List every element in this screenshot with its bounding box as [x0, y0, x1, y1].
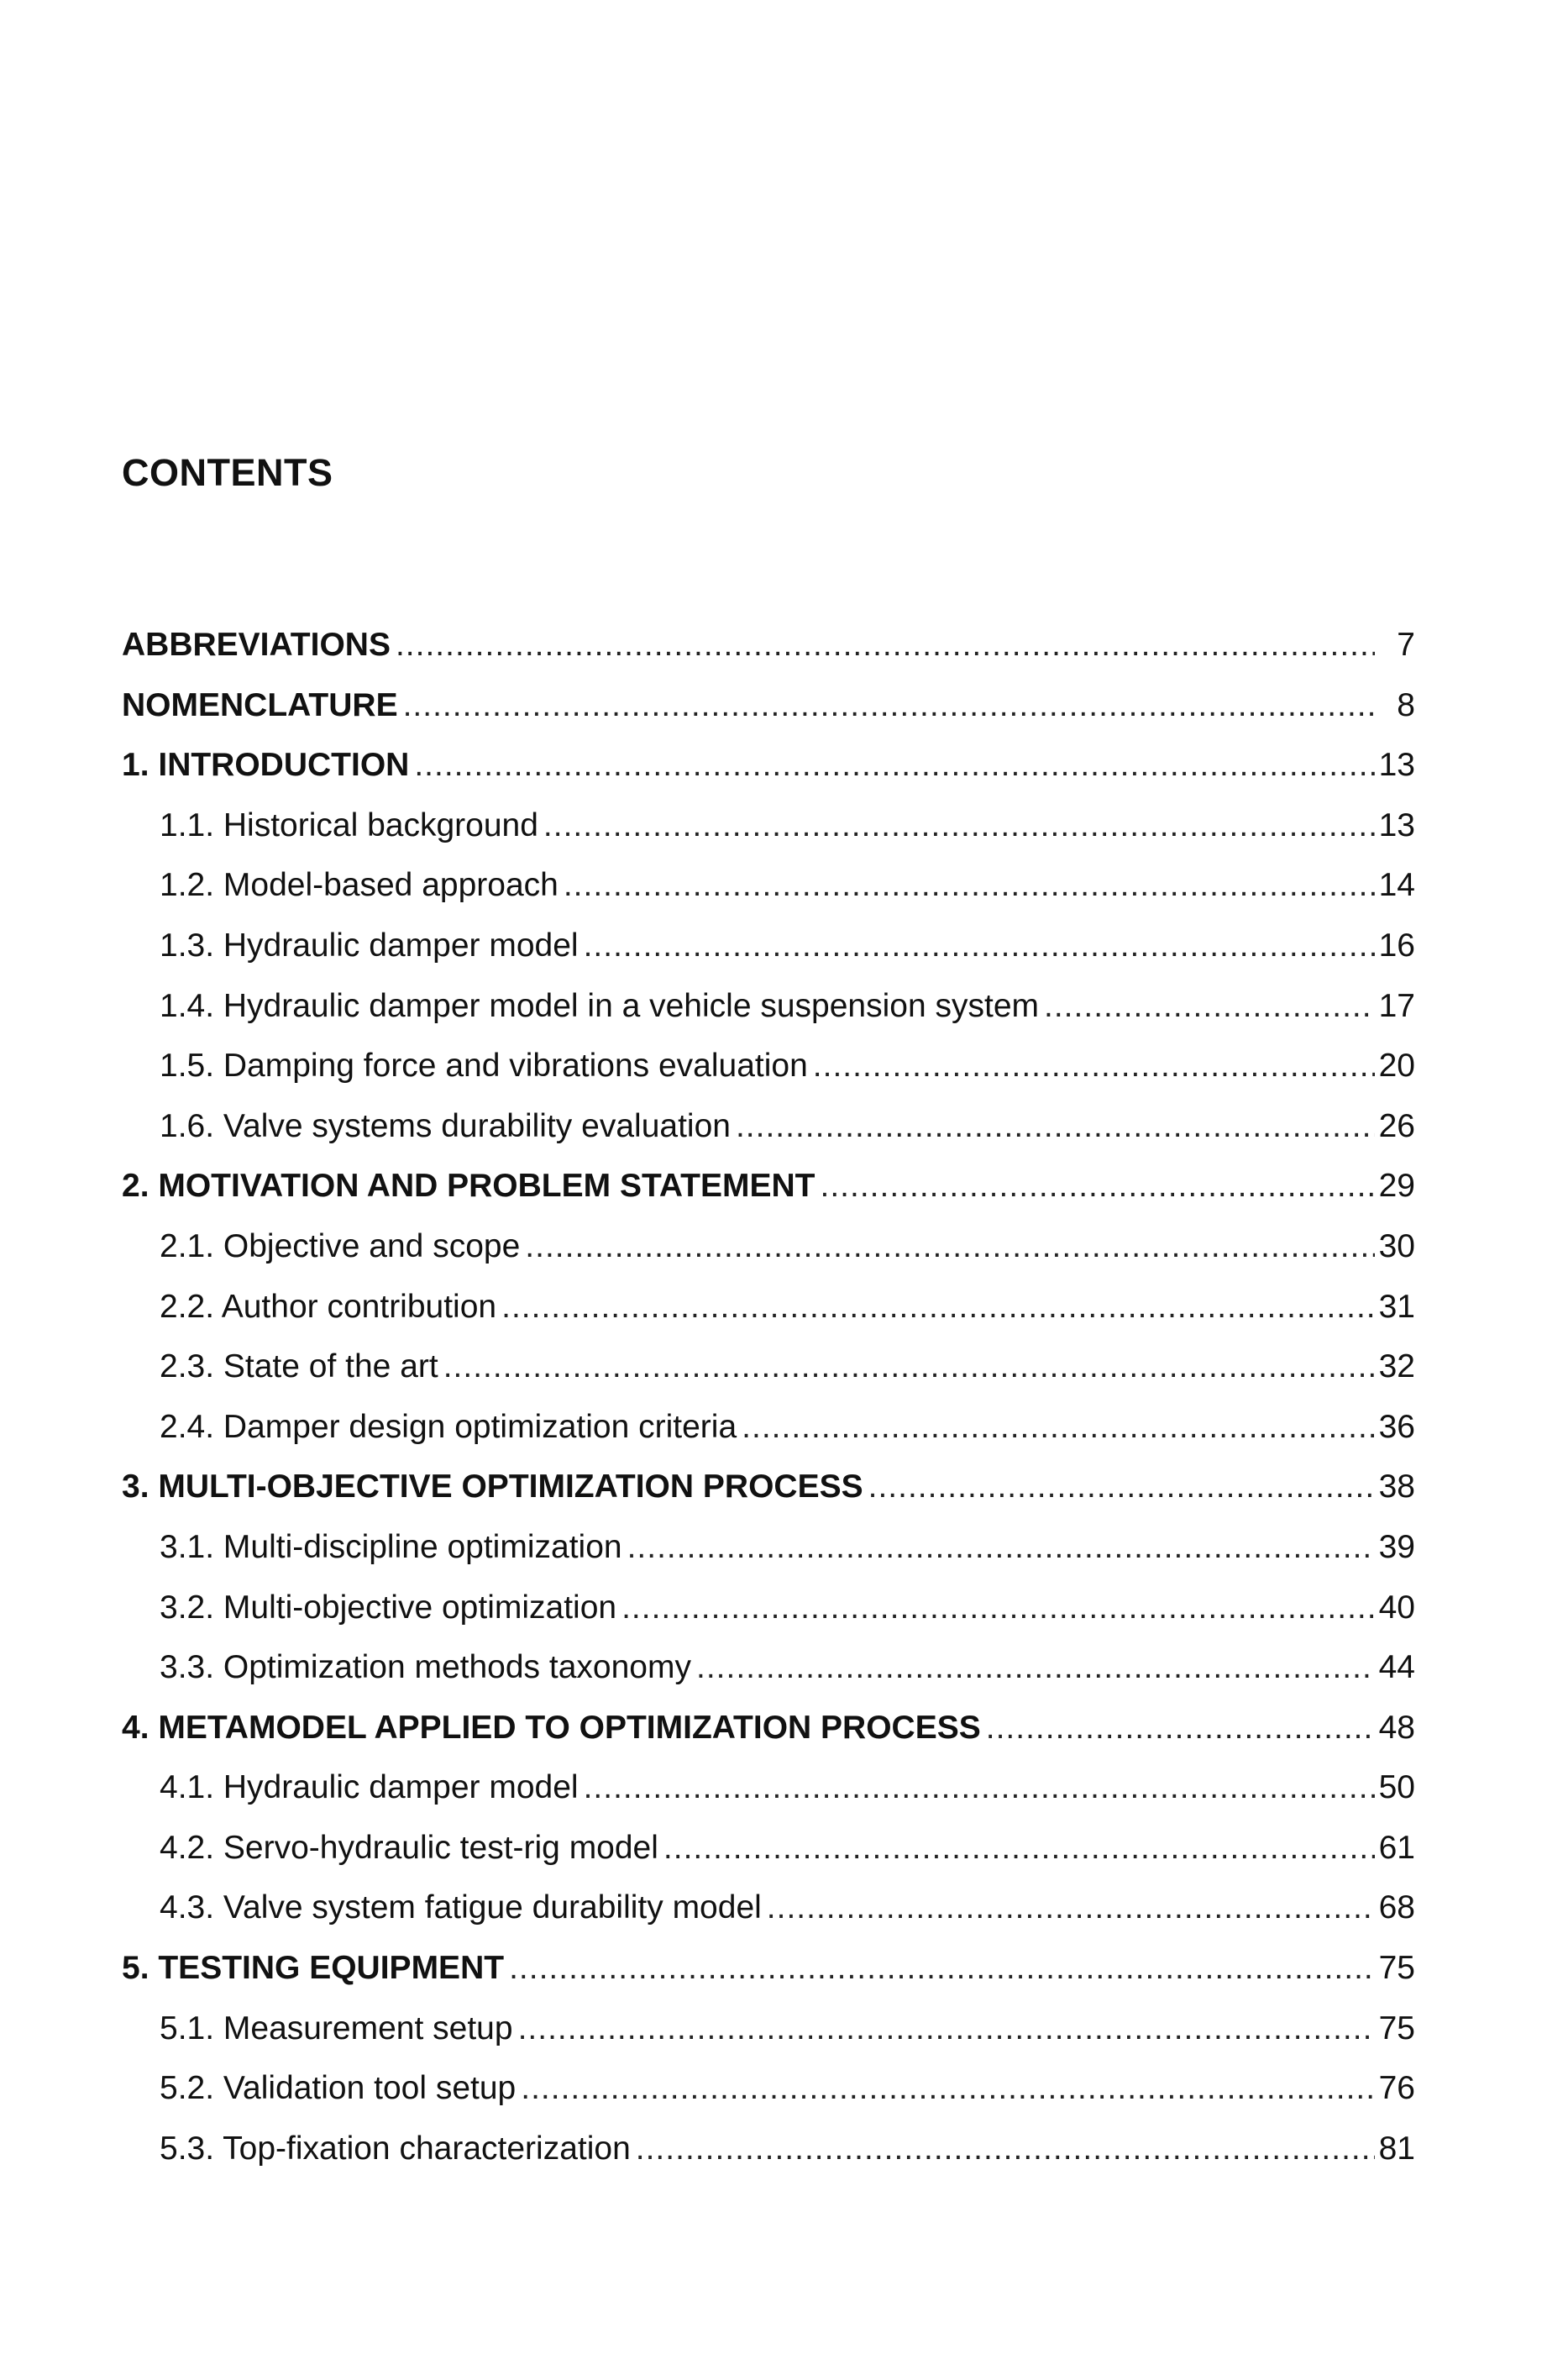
toc-entry-title: 3. MULTI-OBJECTIVE OPTIMIZATION PROCESS [122, 1468, 863, 1505]
toc-entry-page: 36 [1378, 1408, 1415, 1445]
toc-entry-page: 38 [1378, 1468, 1415, 1505]
toc-dot-leader [501, 1290, 1375, 1323]
page-title: CONTENTS [122, 451, 333, 494]
toc-entry [122, 1651, 1415, 1711]
toc-entry [122, 686, 1415, 749]
toc-entry [122, 1227, 1415, 1290]
toc-dot-leader [414, 749, 1375, 781]
toc-entry-page: 26 [1378, 1107, 1415, 1144]
toc-dot-leader [521, 2072, 1375, 2104]
toc-entry-title: 2.1. Objective and scope [160, 1227, 521, 1264]
toc-entry-title: 4. METAMODEL APPLIED TO OPTIMIZATION PROCESS [122, 1709, 981, 1746]
toc-dot-leader [986, 1711, 1375, 1744]
toc-entry-page: 39 [1378, 1528, 1415, 1565]
toc-entry-title: 4.3. Valve system fatigue durability model [160, 1889, 762, 1926]
toc-dot-leader [820, 1169, 1375, 1202]
toc-dot-leader [627, 1531, 1375, 1563]
toc-entry-page: 13 [1378, 747, 1415, 784]
toc-entry [122, 1107, 1415, 1170]
toc-dot-leader [663, 1831, 1375, 1864]
toc-dot-leader [543, 809, 1375, 842]
toc-dot-leader [621, 1591, 1375, 1624]
toc-dot-leader [813, 1049, 1375, 1082]
toc-dot-leader [403, 689, 1375, 722]
toc-entry-title: 2.4. Damper design optimization criteria [160, 1408, 737, 1445]
toc-entry-page: 20 [1378, 1048, 1415, 1085]
toc-dot-leader [696, 1651, 1375, 1684]
toc-entry-page: 40 [1378, 1589, 1415, 1626]
toc-entry-title: 1.6. Valve systems durability evaluation [160, 1107, 731, 1144]
toc-entry-title: 5.3. Top-fixation characterization [160, 2130, 631, 2167]
toc-entry [122, 1831, 1415, 1892]
toc-dot-leader [443, 1350, 1375, 1383]
toc-dot-leader [584, 1771, 1375, 1804]
toc-entry-page: 44 [1378, 1649, 1415, 1686]
toc-entry [122, 1470, 1415, 1531]
toc-entry-page: 50 [1378, 1769, 1415, 1806]
toc-dot-leader [525, 1230, 1375, 1263]
toc-entry [122, 806, 1415, 870]
toc-entry-title: 1.1. Historical background [160, 806, 538, 843]
toc-dot-leader [518, 2012, 1375, 2045]
toc-entry [122, 2072, 1415, 2132]
toc-dot-leader [742, 1411, 1375, 1443]
toc-entry [122, 869, 1415, 929]
toc-entry-title: 4.2. Servo-hydraulic test-rig model [160, 1829, 658, 1866]
toc-entry-title: 2. MOTIVATION AND PROBLEM STATEMENT [122, 1168, 815, 1205]
toc-entry-page: 75 [1378, 1950, 1415, 1987]
toc-entry [122, 628, 1415, 689]
toc-entry [122, 1528, 1415, 1591]
toc-entry-title: 3.2. Multi-objective optimization [160, 1589, 617, 1626]
toc-dot-leader [868, 1470, 1375, 1503]
toc-entry-title: 5.1. Measurement setup [160, 2010, 513, 2046]
toc-entry-page: 30 [1378, 1227, 1415, 1264]
toc-dot-leader [396, 628, 1375, 661]
toc-entry-title: 3.3. Optimization methods taxonomy [160, 1649, 691, 1686]
toc-entry [122, 1169, 1415, 1230]
toc-entry [122, 1891, 1415, 1952]
toc-entry [122, 2012, 1415, 2073]
toc-entry-page: 7 [1397, 627, 1415, 663]
toc-entry-page: 31 [1378, 1288, 1415, 1325]
table-of-contents [122, 628, 1415, 2192]
toc-dot-leader [736, 1110, 1375, 1143]
toc-entry [122, 987, 1415, 1050]
toc-entry [122, 1350, 1415, 1411]
toc-entry-title: 1.4. Hydraulic damper model in a vehicle suspension system [160, 987, 1040, 1024]
toc-entry [122, 1711, 1415, 1772]
toc-entry-title: 2.3. State of the art [160, 1348, 438, 1385]
toc-entry [122, 2132, 1415, 2193]
toc-entry-title: 2.2. Author contribution [160, 1288, 497, 1325]
toc-entry-page: 32 [1378, 1348, 1415, 1385]
toc-entry-page: 13 [1378, 806, 1415, 843]
toc-entry-page: 76 [1378, 2070, 1415, 2107]
toc-entry-title: 1. INTRODUCTION [122, 747, 410, 784]
toc-entry-page: 48 [1378, 1709, 1415, 1746]
toc-entry-page: 16 [1378, 927, 1415, 964]
toc-entry-title: NOMENCLATURE [122, 686, 398, 723]
toc-entry-title: 1.3. Hydraulic damper model [160, 927, 579, 964]
toc-dot-leader [767, 1891, 1375, 1924]
toc-entry-title: 1.5. Damping force and vibrations evaluation [160, 1048, 808, 1085]
toc-dot-leader [564, 869, 1375, 901]
toc-entry-page: 14 [1378, 867, 1415, 904]
toc-entry-page: 81 [1378, 2130, 1415, 2167]
toc-entry-title: ABBREVIATIONS [122, 627, 391, 663]
toc-dot-leader [636, 2132, 1375, 2165]
toc-dot-leader [509, 1952, 1375, 1984]
toc-entry [122, 1049, 1415, 1110]
toc-entry-title: 1.2. Model-based approach [160, 867, 559, 904]
toc-entry [122, 749, 1415, 809]
toc-entry-page: 75 [1378, 2010, 1415, 2046]
toc-entry-title: 3.1. Multi-discipline optimization [160, 1528, 622, 1565]
toc-dot-leader [1044, 990, 1375, 1022]
toc-entry [122, 1408, 1415, 1471]
toc-entry [122, 1290, 1415, 1351]
toc-entry [122, 1771, 1415, 1831]
toc-entry-title: 5. TESTING EQUIPMENT [122, 1950, 505, 1987]
toc-entry-title: 4.1. Hydraulic damper model [160, 1769, 579, 1806]
toc-entry-page: 29 [1378, 1168, 1415, 1205]
toc-entry [122, 1952, 1415, 2012]
toc-entry [122, 929, 1415, 990]
toc-entry-title: 5.2. Validation tool setup [160, 2070, 517, 2107]
toc-entry-page: 8 [1397, 686, 1415, 723]
toc-entry-page: 68 [1378, 1889, 1415, 1926]
toc-entry-page: 61 [1378, 1829, 1415, 1866]
toc-entry [122, 1591, 1415, 1652]
toc-entry-page: 17 [1378, 987, 1415, 1024]
toc-dot-leader [584, 929, 1375, 962]
